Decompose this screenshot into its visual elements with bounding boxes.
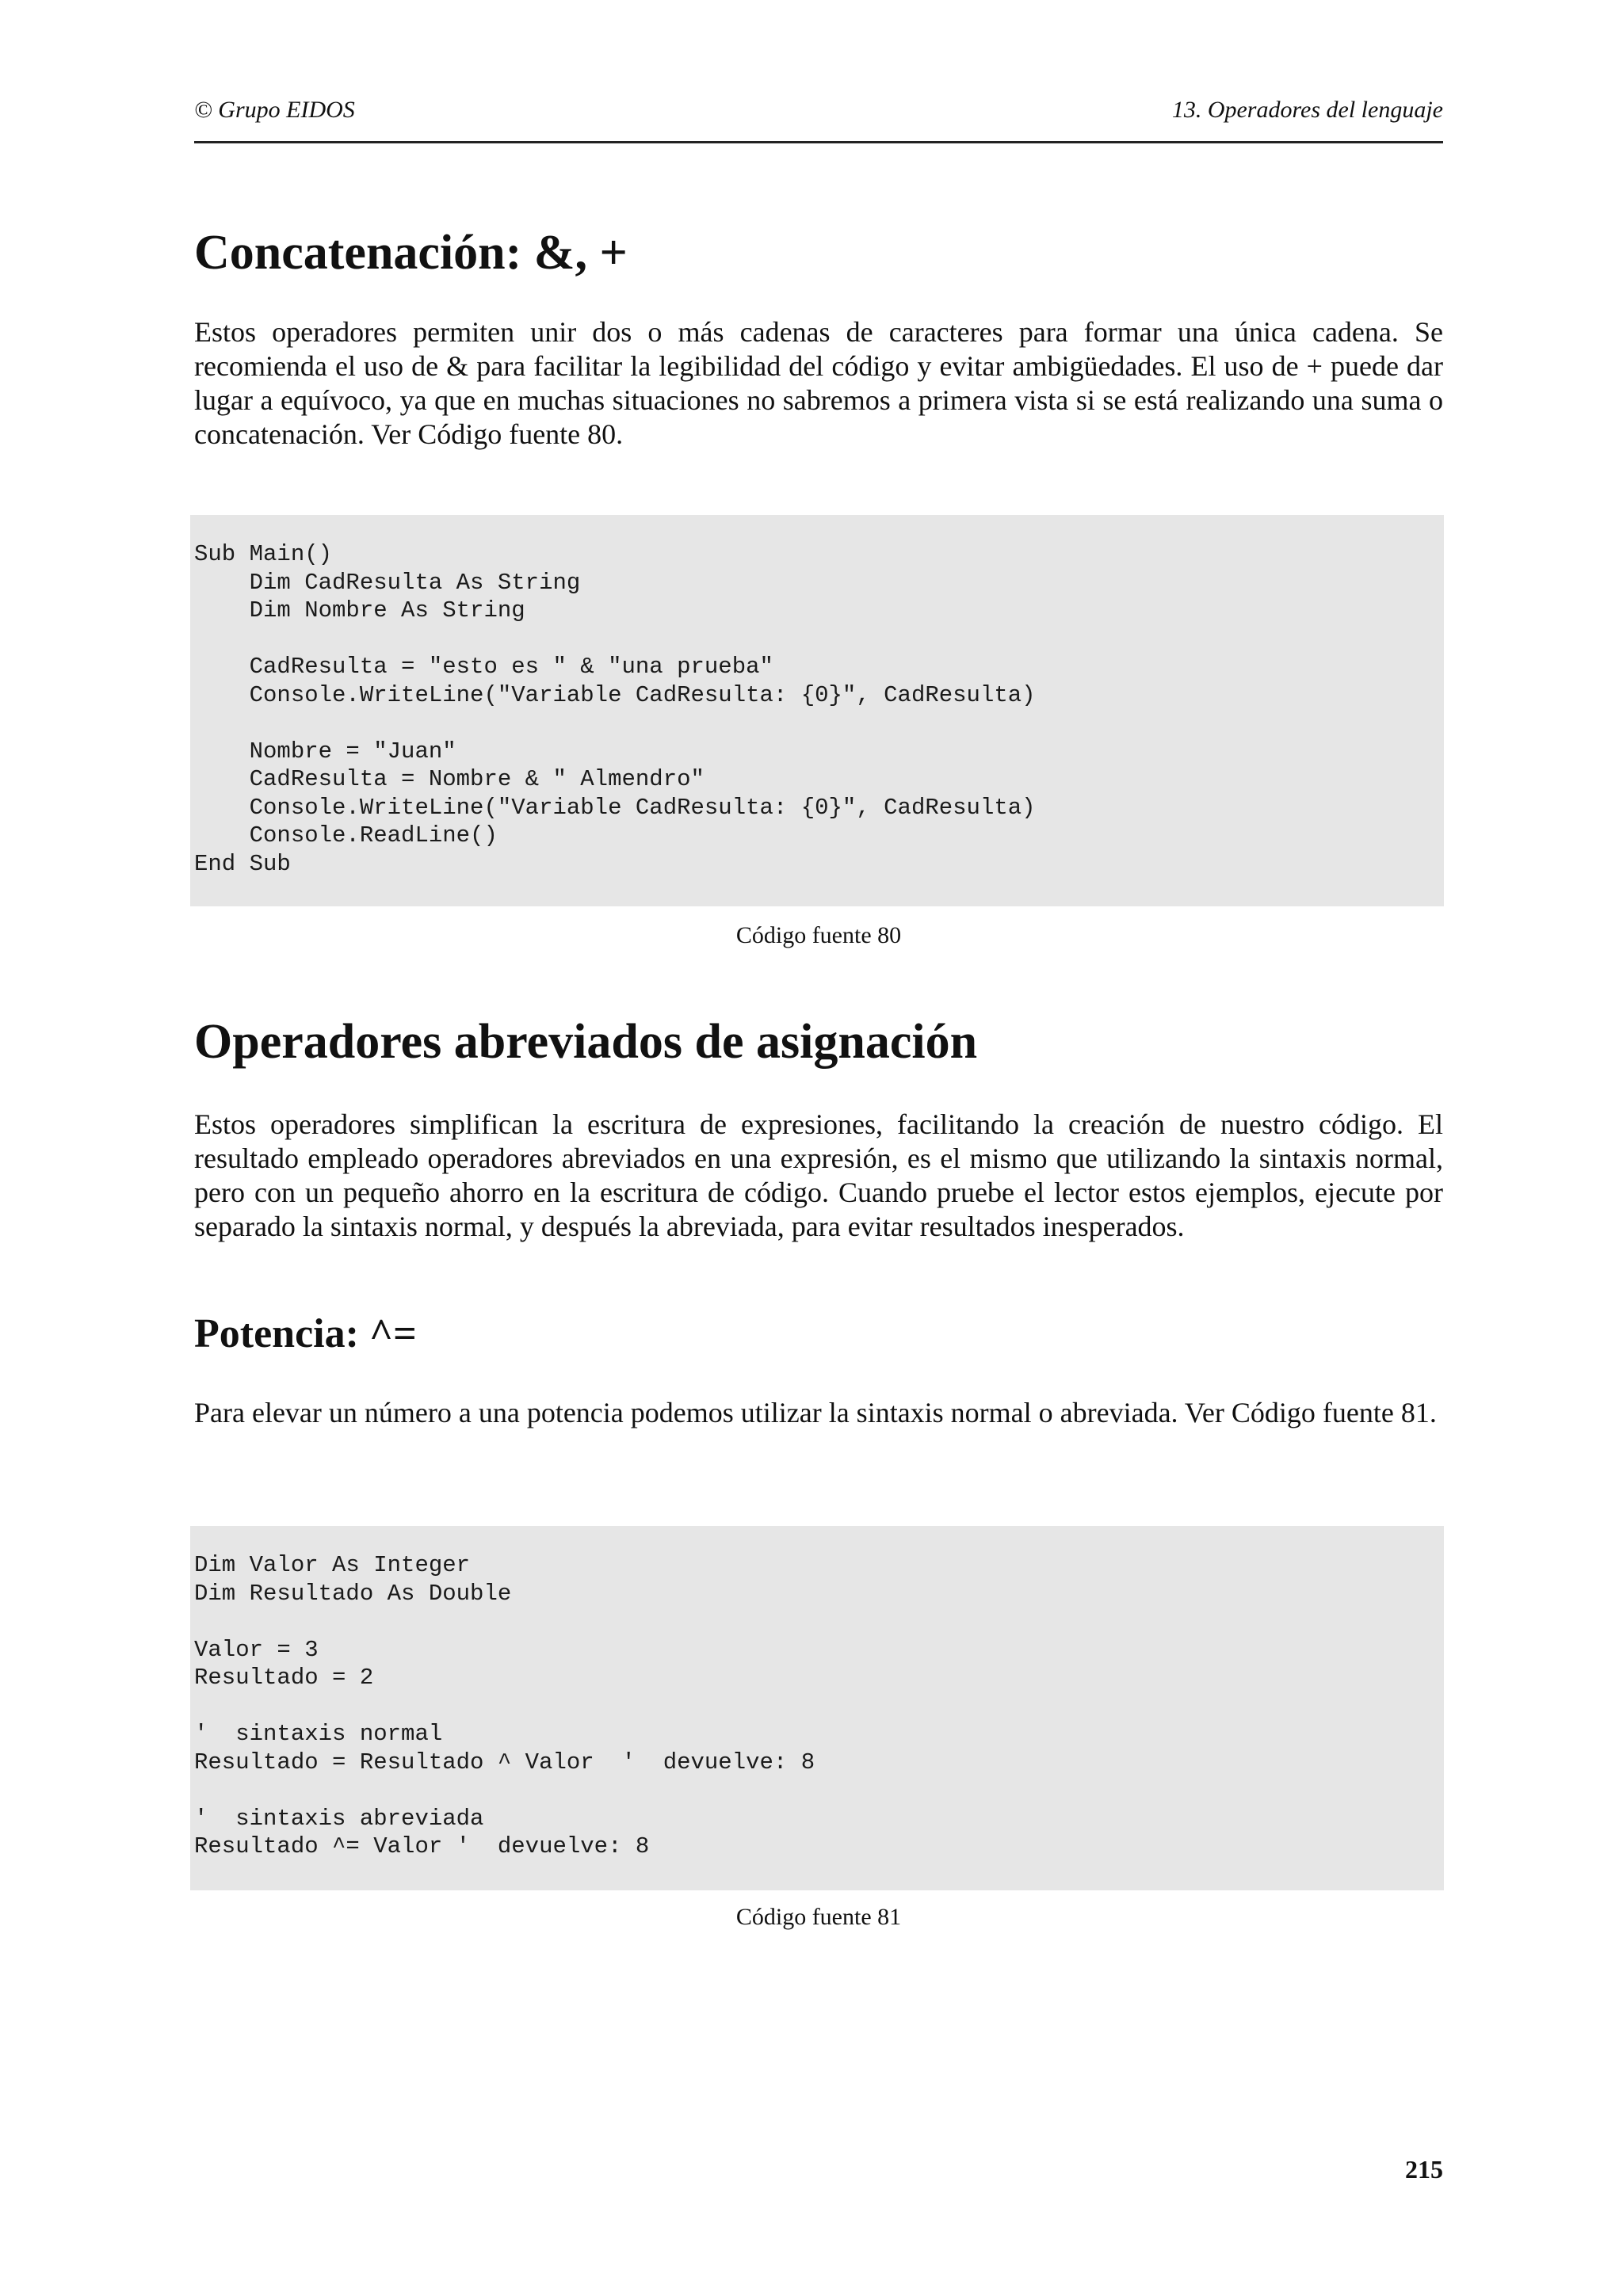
section-title-concatenacion: Concatenación: &, + bbox=[194, 226, 628, 280]
code-listing-80: Sub Main() Dim CadResulta As String Dim Nombre As String CadResulta = "esto es " & "una prueba" Console.WriteLine("Variable CadResulta: {0}", CadResulta) Nombre = "Juan" CadResulta = Nombre & " Almendro" Console.WriteLine("Variable CadResulta: {0}", CadResulta) Console.ReadLine() End Sub bbox=[194, 541, 1036, 877]
paragraph-potencia: Para elevar un número a una potencia podemos utilizar la sintaxis normal o abreviada. Ver Código fuente 81. bbox=[194, 1397, 1437, 1428]
running-header bbox=[194, 93, 1443, 143]
section-title-potencia: Potencia: ^= bbox=[194, 1311, 417, 1356]
code-listing-81: Dim Valor As Integer Dim Resultado As Double Valor = 3 Resultado = 2 ' sintaxis normal Resultado = Resultado ^ Valor ' devuelve: 8 ' sintaxis abreviada Resultado ^= Valor ' devuelve: 8 bbox=[194, 1552, 815, 1859]
caption-code-80: Código fuente 80 bbox=[735, 922, 902, 948]
paragraph-operadores-abreviados: Estos operadores simplifican la escritura de expresiones, facilitando la creación de nuestro código. El resultado empleado operadores abreviados en una expresión, es el mismo que utilizando la sintaxis normal, pero con un pequeño ahorro en la escritura de código. Cuando pruebe el lector estos ejemplos, ejecute por separado la sintaxis normal, y después la abreviada, para evitar resultados inesperados. bbox=[194, 1108, 1443, 1242]
document-page bbox=[194, 0, 1443, 2296]
page-number: 215 bbox=[1405, 2155, 1443, 2183]
header-publisher: © Grupo EIDOS bbox=[194, 97, 355, 123]
section-title-operadores-abreviados: Operadores abreviados de asignación bbox=[194, 1015, 978, 1069]
code-block-80 bbox=[190, 515, 1444, 906]
caption-code-81: Código fuente 81 bbox=[735, 1904, 902, 1930]
code-block-81 bbox=[190, 1526, 1444, 1890]
paragraph-concatenacion: Estos operadores permiten unir dos o más cadenas de caracteres para formar una única cadena. Se recomienda el uso de & para facilitar la legibilidad del código y evitar ambigüedades. El uso de + puede dar lugar a equívoco, ya que en muchas situaciones no sabremos a primera vista si se está realizando una suma o concatenación. Ver Código fuente 80. bbox=[194, 316, 1443, 450]
header-chapter: 13. Operadores del lenguaje bbox=[1171, 97, 1443, 123]
